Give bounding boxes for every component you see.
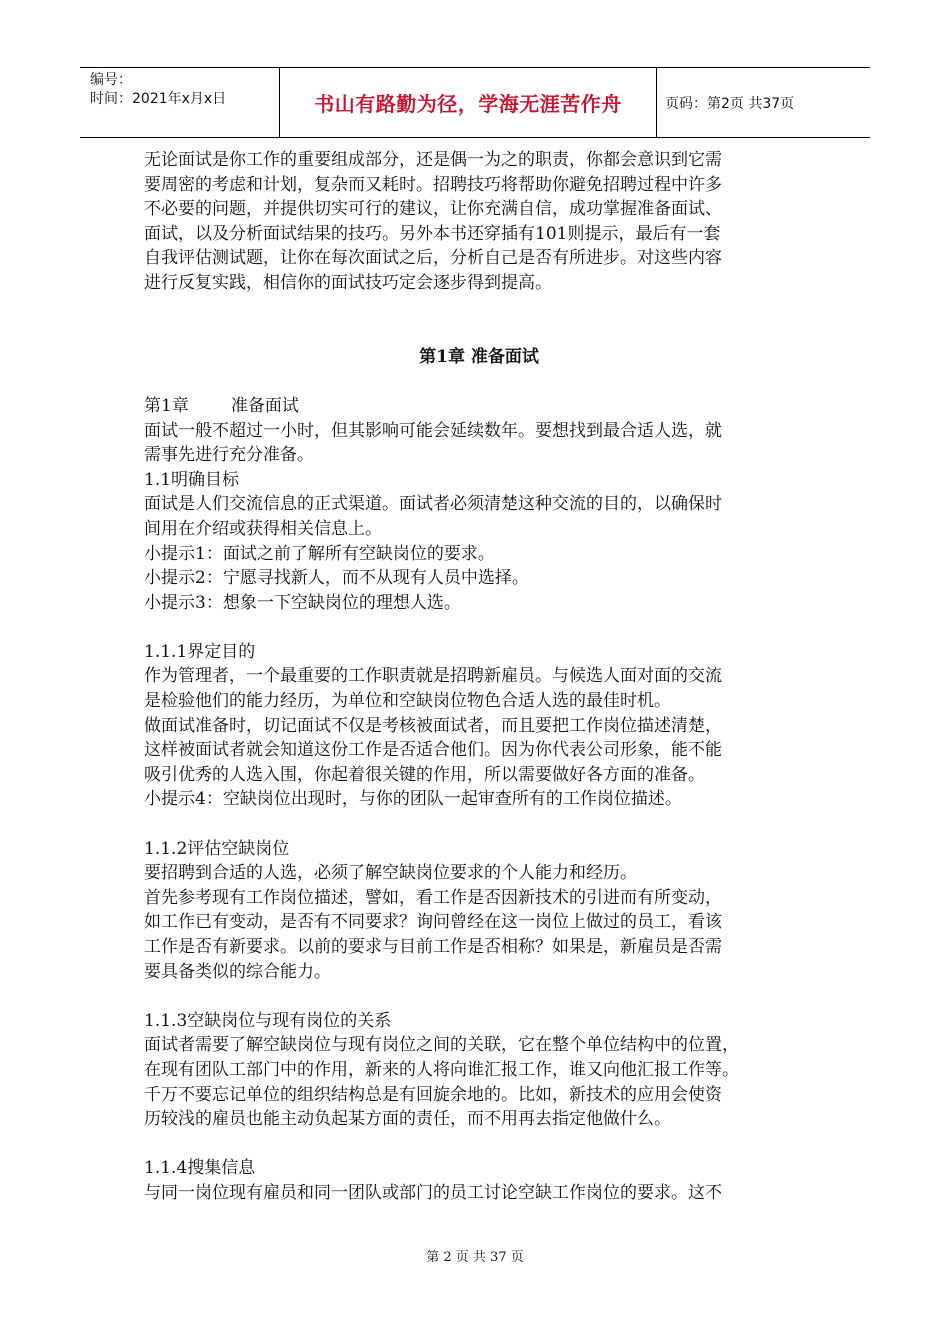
text-line: 自我评估测试题，让你在每次面试之后，分析自己是否有所进步。对这些内容 <box>144 248 722 269</box>
section-title: 1.1.1界定目的 <box>144 641 256 662</box>
text-line: 与同一岗位现有雇员和同一团队或部门的员工讨论空缺工作岗位的要求。这不 <box>144 1182 722 1203</box>
header-page-info-cell <box>657 68 870 137</box>
text-line: 需事先进行充分准备。 <box>144 445 314 466</box>
text-line: 在现有团队工部门中的作用，新来的人将向谁汇报工作，谁又向他汇报工作等。 <box>144 1059 739 1080</box>
tip-line: 小提示1：面试之前了解所有空缺岗位的要求。 <box>144 543 495 564</box>
section-title: 1.1明确目标 <box>144 469 240 490</box>
header-meta <box>80 68 280 137</box>
text-line: 吸引优秀的人选入围，你起着很关键的作用，所以需要做好各方面的准备。 <box>144 764 705 785</box>
text-line: 要招聘到合适的人选，必须了解空缺岗位要求的个人能力和经历。 <box>144 863 637 884</box>
chapter-heading: 第1章 准备面试 <box>419 346 539 367</box>
header-motto-cell <box>280 68 657 137</box>
text-line: 面试是人们交流信息的正式渠道。面试者必须清楚这种交流的目的，以确保时 <box>144 494 722 515</box>
text-line: 进行反复实践，相信你的面试技巧定会逐步得到提高。 <box>144 272 552 293</box>
chapter-number: 第1章 <box>144 395 189 416</box>
chapter-title: 准备面试 <box>230 395 299 416</box>
motto-text: 书山有路勤为径，学海无涯苦作舟 <box>314 92 622 116</box>
time-label: 时间：2021年x月x日 <box>90 91 227 107</box>
text-line: 是检验他们的能力经历，为单位和空缺岗位物色合适人选的最佳时机。 <box>144 691 671 712</box>
text-line: 作为管理者，一个最重要的工作职责就是招聘新雇员。与候选人面对面的交流 <box>144 666 722 687</box>
text-line: 面试，以及分析面试结果的技巧。另外本书还穿插有101则提示，最后有一套 <box>144 223 721 244</box>
text-line: 间用在介绍或获得相关信息上。 <box>144 518 382 539</box>
text-line: 面试一般不超过一小时，但其影响可能会延续数年。要想找到最合适人选，就 <box>144 420 722 441</box>
text-line: 要周密的考虑和计划，复杂而又耗时。招聘技巧将帮助你避免招聘过程中许多 <box>144 174 722 195</box>
text-line: 这样被面试者就会知道这份工作是否适合他们。因为你代表公司形象，能不能 <box>144 740 722 761</box>
section-title: 1.1.4搜集信息 <box>144 1158 256 1179</box>
text-line: 历较浅的雇员也能主动负起某方面的责任，而不用再去指定他做什么。 <box>144 1109 671 1130</box>
section-title: 1.1.2评估空缺岗位 <box>144 838 290 859</box>
page-footer: 第 2 页 共 37 页 <box>426 1250 524 1265</box>
text-line: 工作是否有新要求。以前的要求与目前工作是否相称？如果是，新雇员是否需 <box>144 937 722 957</box>
text-line: 无论面试是你工作的重要组成部分，还是偶一为之的职责，你都会意识到它需 <box>144 150 722 170</box>
text-line: 面试者需要了解空缺岗位与现有岗位之间的关联，它在整个单位结构中的位置， <box>144 1035 739 1056</box>
chapter-line <box>144 394 814 419</box>
tip-line: 小提示4：空缺岗位出现时，与你的团队一起审查所有的工作岗位描述。 <box>144 789 682 810</box>
text-line: 要具备类似的综合能力。 <box>144 961 331 982</box>
text-line: 千万不要忘记单位的组织结构总是有回旋余地的。比如，新技术的应用会使资 <box>144 1084 722 1105</box>
intro-paragraph <box>144 148 814 296</box>
text-line: 如工作已有变动，是否有不同要求？询问曾经在这一岗位上做过的员工，看该 <box>144 912 722 933</box>
document-header <box>80 67 870 138</box>
text-line: 首先参考现有工作岗位描述，譬如，看工作是否因新技术的引进而有所变动， <box>144 887 722 908</box>
section-title: 1.1.3空缺岗位与现有岗位的关系 <box>144 1010 392 1031</box>
page-info: 页码：第2页 共37页 <box>665 95 795 112</box>
number-label: 编号： <box>90 72 132 88</box>
document-body <box>144 148 814 1206</box>
tip-line: 小提示3：想象一下空缺岗位的理想人选。 <box>144 592 461 613</box>
tip-line: 小提示2：宁愿寻找新人，而不从现有人员中选择。 <box>144 568 529 589</box>
text-line: 不必要的问题，并提供切实可行的建议，让你充满自信，成功掌握准备面试、 <box>144 199 722 220</box>
text-line: 做面试准备时，切记面试不仅是考核被面试者，而且要把工作岗位描述清楚， <box>144 715 722 736</box>
